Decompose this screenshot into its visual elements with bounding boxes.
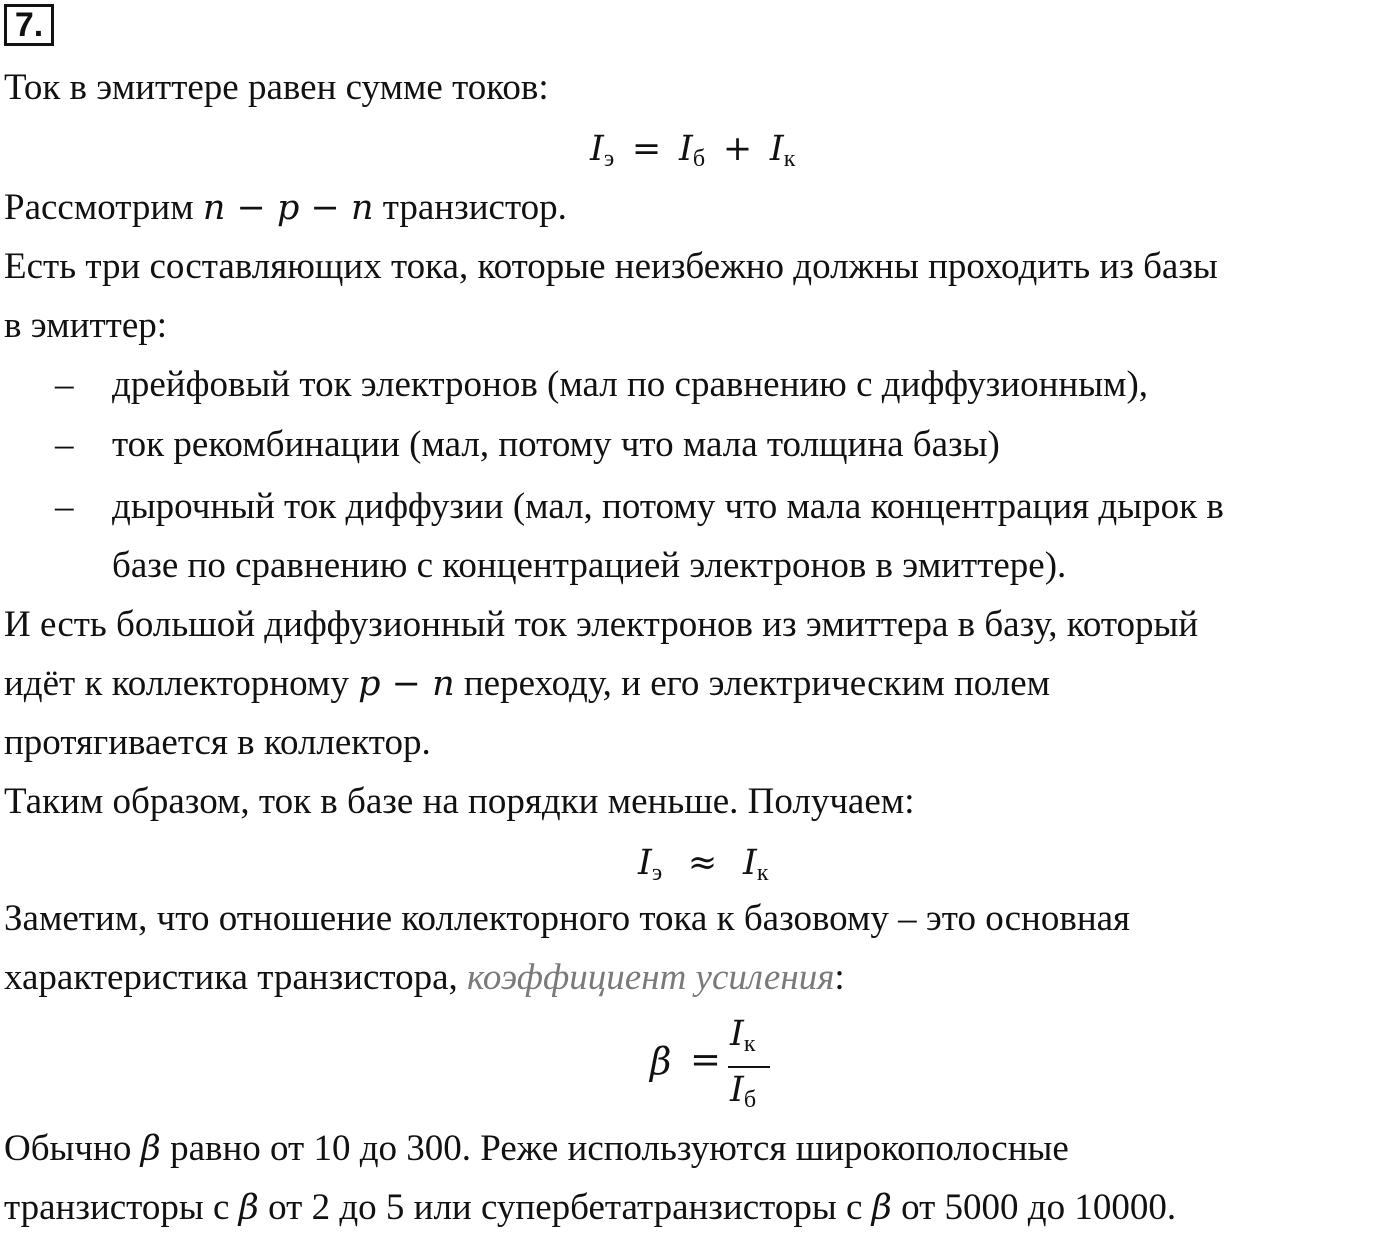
formula-current-sum: $I_э = I_б + I_к$ [590,129,796,172]
problem-number: 7. [4,4,54,46]
bullet-dash: – [55,486,74,527]
bullet-recombination-current: ток рекомбинации (мал, потому что мала толщина базы) [112,424,1000,465]
fraction-denominator: $I_б$ [730,1070,757,1113]
formula-beta: β = $I_к$ $I_б$ [650,1008,780,1118]
paragraph-npn: Рассмотрим n − p − n транзистор. [4,187,567,228]
paragraph-gain-line2: характеристика транзистора, коэффициент усиления: [4,957,845,998]
bullet-dash: – [55,424,74,465]
formula-approx: $I_э \approx I_к$ [638,843,769,886]
bullet-dash: – [55,364,74,405]
paragraph-emitter-current: Ток в эмиттере равен сумме токов: [4,67,549,108]
fraction-numerator: $I_к$ [730,1014,756,1057]
bullet-hole-diffusion-line2: базе по сравнению с концентрацией электронов в эмиттере). [112,545,1067,586]
paragraph-beta-values-line2: транзисторы с β от 2 до 5 или супербетатранзисторы с β от 5000 до 10000. [4,1187,1177,1228]
paragraph-three-components-line1: Есть три составляющих тока, которые неизбежно должны проходить из базы [4,246,1218,287]
bullet-drift-current: дрейфовый ток электронов (мал по сравнению с диффузионным), [112,364,1149,405]
bullet-hole-diffusion-line1: дырочный ток диффузии (мал, потому что мала концентрация дырок в [112,486,1224,527]
paragraph-diffusion-line2: идёт к коллекторному p − n переходу, и его электрическим полем [4,663,1051,704]
paragraph-diffusion-line1: И есть большой диффузионный ток электронов из эмиттера в базу, который [4,604,1199,645]
paragraph-three-components-line2: в эмиттер: [4,305,168,346]
paragraph-beta-values-line1: Обычно β равно от 10 до 300. Реже используются широкополосные [4,1128,1069,1169]
term-gain-coefficient: коэффициент усиления [467,957,835,998]
fraction-bar [728,1066,770,1068]
paragraph-gain-line1: Заметим, что отношение коллекторного тока к базовому – это основная [4,898,1131,939]
paragraph-diffusion-line3: протягивается в коллектор. [4,722,431,763]
paragraph-conclusion: Таким образом, ток в базе на порядки меньше. Получаем: [4,781,915,822]
